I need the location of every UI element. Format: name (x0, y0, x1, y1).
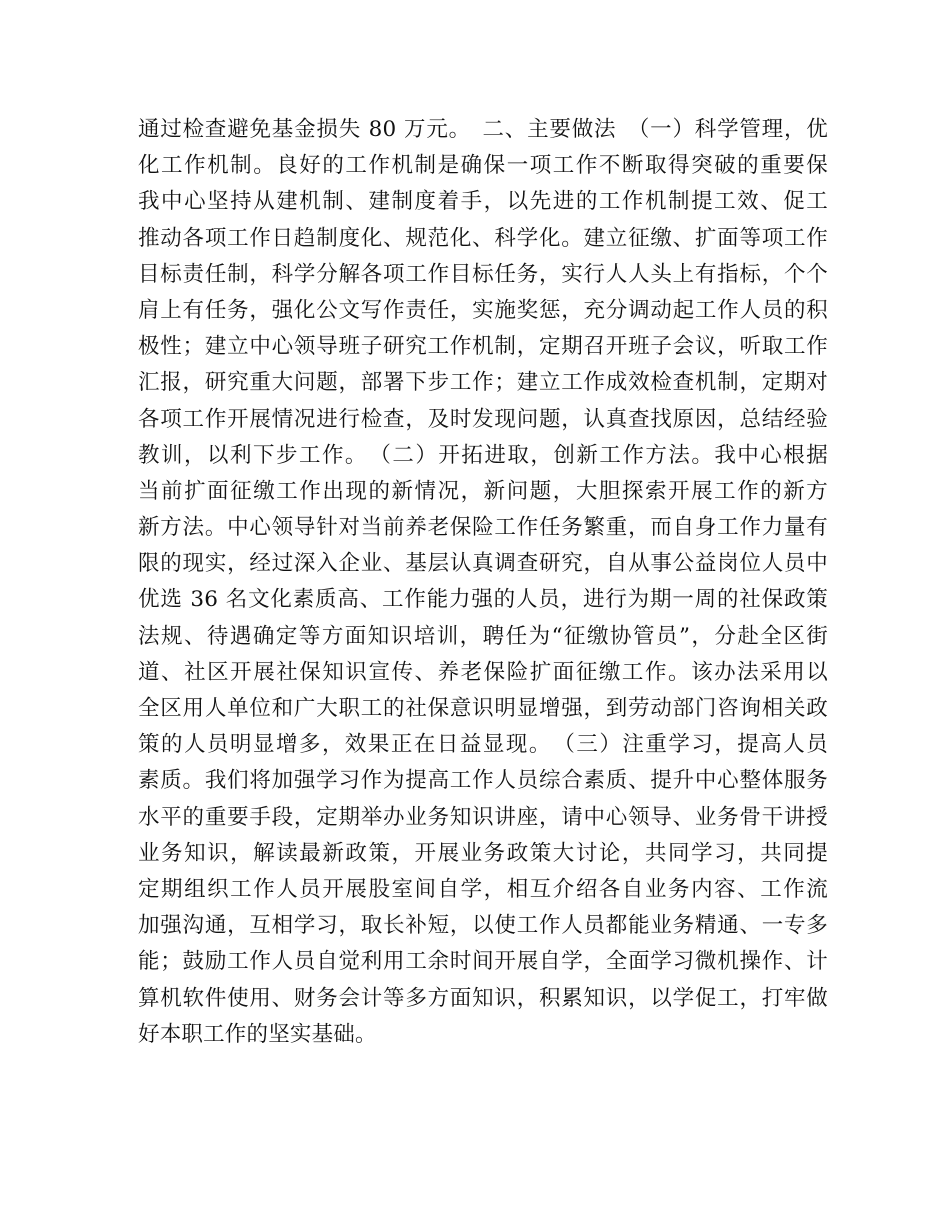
text-line: 能；鼓励工作人员自觉利用工余时间开展自学，全面学习微机操作、计 (138, 949, 828, 975)
text-line: 推动各项工作日趋制度化、规范化、科学化。建立征缴、扩面等项工作 (138, 225, 828, 251)
text-line: 我中心坚持从建机制、建制度着手，以先进的工作机制提工效、促工 (138, 189, 828, 215)
text-line: 法规、待遇确定等方面知识培训，聘任为“征缴协管员”，分赴全区街 (138, 623, 828, 649)
text-line: 全区用人单位和广大职工的社保意识明显增强，到劳动部门咨询相关政 (138, 696, 828, 721)
text-line: 肩上有任务，强化公文写作责任，实施奖惩，充分调动起工作人员的积 (138, 297, 828, 323)
text-line: 素质。我们将加强学习作为提高工作人员综合素质、提升中心整体服务 (138, 768, 828, 794)
text-line: 业务知识，解读最新政策，开展业务政策大讨论，共同学习，共同提 (138, 840, 828, 866)
text-line: 极性；建立中心领导班子研究工作机制，定期召开班子会议，听取工作 (138, 334, 828, 360)
text-line: 目标责任制，科学分解各项工作目标任务，实行人人头上有指标，个个 (138, 261, 828, 287)
text-line: 当前扩面征缴工作出现的新情况，新问题，大胆探索开展工作的新方 (138, 478, 828, 504)
text-line: 算机软件使用、财务会计等多方面知识，积累知识，以学促工，打牢做 (138, 985, 828, 1011)
text-line: 定期组织工作人员开展股室间自学，相互介绍各自业务内容、工作流 (138, 876, 828, 902)
text-line: 加强沟通，互相学习，取长补短，以使工作人员都能业务精通、一专多 (138, 913, 828, 939)
text-line: 策的人员明显增多，效果正在日益显现。 （三）注重学习，提高人员 (138, 732, 828, 758)
text-line: 优选 36 名文化素质高、工作能力强的人员，进行为期一周的社保政策 (138, 587, 828, 613)
text-line-last: 好本职工作的坚实基础。 (138, 1021, 377, 1047)
text-line: 新方法。中心领导针对当前养老保险工作任务繁重，而自身工作力量有 (138, 515, 828, 541)
body-text (138, 112, 828, 1053)
text-line: 水平的重要手段，定期举办业务知识讲座，请中心领导、业务骨干讲授 (138, 804, 828, 830)
text-line: 限的现实，经过深入企业、基层认真调查研究，自从事公益岗位人员中 (138, 551, 828, 577)
text-line: 通过检查避免基金损失 80 万元。 二、主要做法 （一）科学管理，优 (138, 117, 828, 142)
text-line: 教训，以利下步工作。 （二）开拓进取，创新工作方法。我中心根据 (138, 442, 828, 468)
text-line: 道、社区开展社保知识宣传、养老保险扩面征缴工作。该办法采用以 (138, 659, 828, 685)
text-line: 汇报，研究重大问题，部署下步工作；建立工作成效检查机制，定期对 (138, 370, 828, 396)
text-line: 化工作机制。良好的工作机制是确保一项工作不断取得突破的重要保 (138, 153, 828, 179)
text-line: 各项工作开展情况进行检查，及时发现问题，认真查找原因，总结经验 (138, 406, 828, 432)
